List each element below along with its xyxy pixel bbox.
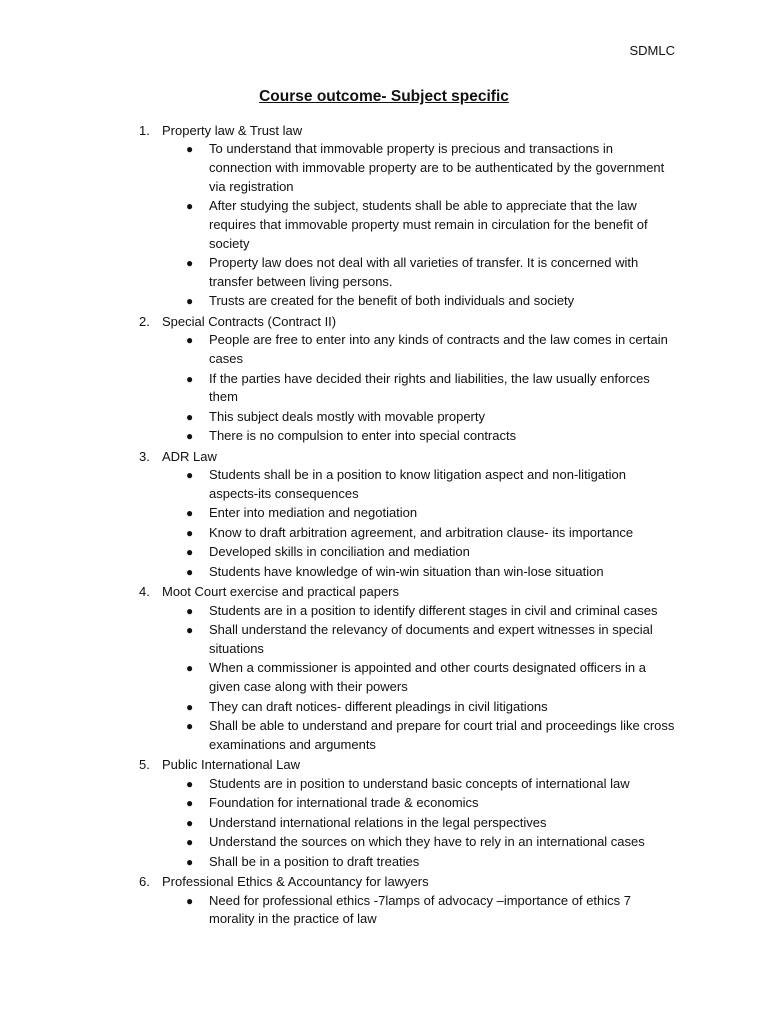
bullet-item xyxy=(186,524,677,544)
bullet-icon: ● xyxy=(186,468,194,483)
bullet-text: After studying the subject, students shall be able to appreciate that the law requires that immovable property must remain in circulation for the benefit of society xyxy=(209,198,648,251)
bullet-item xyxy=(186,659,677,697)
bullet-icon: ● xyxy=(186,294,194,309)
bullet-icon: ● xyxy=(186,545,194,560)
bullet-text: Developed skills in conciliation and mediation xyxy=(209,544,470,560)
section-title: Moot Court exercise and practical papers xyxy=(162,584,400,600)
bullet-icon: ● xyxy=(186,815,194,830)
section-heading xyxy=(0,447,768,466)
section-heading xyxy=(0,755,768,774)
bullet-icon: ● xyxy=(186,796,194,811)
bullet-text: Need for professional ethics -7lamps of advocacy –importance of ethics 7 morality in the practice of law xyxy=(209,892,631,927)
section-heading xyxy=(0,872,768,891)
section-number: 1. xyxy=(139,123,150,138)
bullet-text: Shall understand the relevancy of documents and expert witnesses in special situations xyxy=(209,622,653,656)
bullet-text: Trusts are created for the benefit of both individuals and society xyxy=(209,293,575,309)
bullet-item xyxy=(186,197,677,254)
bullet-text: There is no compulsion to enter into special contracts xyxy=(209,428,517,444)
section-item xyxy=(0,312,768,447)
bullet-icon: ● xyxy=(186,409,194,424)
bullet-item xyxy=(186,427,677,447)
bullet-item xyxy=(186,621,677,659)
bullet-text: Understand international relations in the legal perspectives xyxy=(209,814,547,830)
bullet-item xyxy=(186,292,677,312)
bullet-item xyxy=(186,717,677,755)
section-title: ADR Law xyxy=(162,448,217,464)
bullet-icon: ● xyxy=(186,564,194,579)
bullet-text: Students shall be in a position to know litigation aspect and non-litigation aspects-its consequences xyxy=(209,467,626,501)
bullet-item xyxy=(186,504,677,524)
bullet-text: If the parties have decided their rights and liabilities, the law usually enforces them xyxy=(209,370,650,405)
bullet-icon: ● xyxy=(186,699,194,714)
bullet-icon: ● xyxy=(186,893,194,908)
bullet-item xyxy=(186,892,677,930)
section-number: 6. xyxy=(139,874,150,890)
bullet-text: This subject deals mostly with movable property xyxy=(209,408,486,424)
bullet-text: To understand that immovable property is precious and transactions in connection with immovable property are to be authenticated by the government via registration xyxy=(209,141,665,194)
bullet-item xyxy=(186,794,677,814)
bullet-icon: ● xyxy=(186,623,194,638)
page-title xyxy=(0,88,768,106)
bullet-icon: ● xyxy=(186,525,194,540)
page-title-text: Course outcome- Subject specific xyxy=(259,88,509,105)
section-title: Special Contracts (Contract II) xyxy=(162,313,337,329)
bullet-text: Shall be able to understand and prepare for court trial and proceedings like cross examinations and arguments xyxy=(209,718,675,752)
bullet-item xyxy=(186,563,677,583)
bullet-list xyxy=(0,602,768,756)
bullet-text: Students are in a position to identify different stages in civil and criminal cases xyxy=(209,602,658,618)
bullet-icon: ● xyxy=(186,506,194,521)
section-heading xyxy=(0,312,768,331)
bullet-text: Understand the sources on which they have to rely in an international cases xyxy=(209,834,645,850)
bullet-list xyxy=(0,331,768,446)
bullet-list xyxy=(0,892,768,930)
bullet-text: Foundation for international trade & economics xyxy=(209,795,479,811)
bullet-text: When a commissioner is appointed and other courts designated officers in a given case along with their powers xyxy=(209,660,646,695)
bullet-item xyxy=(186,331,677,369)
bullet-item xyxy=(186,140,677,197)
header-code: SDMLC xyxy=(629,43,675,58)
bullet-icon: ● xyxy=(186,835,194,850)
section-item xyxy=(0,447,768,583)
bullet-text: Enter into mediation and negotiation xyxy=(209,505,418,521)
bullet-icon: ● xyxy=(186,199,194,214)
section-item xyxy=(0,755,768,872)
section-item xyxy=(0,121,768,312)
section-number: 2. xyxy=(139,313,150,329)
bullet-item xyxy=(186,853,677,873)
bullet-item xyxy=(186,408,677,428)
bullet-text: Students have knowledge of win-win situation than win-lose situation xyxy=(209,563,604,579)
bullet-icon: ● xyxy=(186,603,194,618)
section-heading xyxy=(0,582,768,601)
bullet-item xyxy=(186,466,677,504)
bullet-text: Students are in position to understand basic concepts of international law xyxy=(209,775,630,791)
section-title: Professional Ethics & Accountancy for lawyers xyxy=(162,874,429,890)
bullet-icon: ● xyxy=(186,661,194,676)
bullet-icon: ● xyxy=(186,854,194,869)
bullet-item xyxy=(186,775,677,795)
bullet-item xyxy=(186,602,677,622)
section-number: 4. xyxy=(139,584,150,600)
section-number: 3. xyxy=(139,448,150,464)
bullet-item xyxy=(186,698,677,718)
bullet-list xyxy=(0,466,768,582)
bullet-list xyxy=(0,775,768,873)
bullet-item xyxy=(186,543,677,563)
bullet-icon: ● xyxy=(186,776,194,791)
bullet-item xyxy=(186,370,677,408)
bullet-item xyxy=(186,833,677,853)
section-number: 5. xyxy=(139,757,150,773)
bullet-icon: ● xyxy=(186,371,194,386)
bullet-icon: ● xyxy=(186,719,194,734)
section-heading xyxy=(0,121,768,140)
course-outcome-list xyxy=(0,121,768,930)
bullet-item xyxy=(186,254,677,292)
bullet-icon: ● xyxy=(186,429,194,444)
bullet-item xyxy=(186,814,677,834)
bullet-list xyxy=(0,140,768,312)
bullet-icon: ● xyxy=(186,256,194,271)
section-item xyxy=(0,872,768,930)
section-title: Property law & Trust law xyxy=(162,123,303,138)
bullet-icon: ● xyxy=(186,333,194,348)
bullet-icon: ● xyxy=(186,142,194,157)
section-item xyxy=(0,582,768,755)
section-title: Public International Law xyxy=(162,757,301,773)
bullet-text: Property law does not deal with all varieties of transfer. It is concerned with transfer between living persons. xyxy=(209,255,639,289)
bullet-text: Know to draft arbitration agreement, and arbitration clause- its importance xyxy=(209,524,634,540)
bullet-text: Shall be in a position to draft treaties xyxy=(209,853,420,869)
bullet-text: They can draft notices- different pleadings in civil litigations xyxy=(209,698,548,714)
bullet-text: People are free to enter into any kinds of contracts and the law comes in certain cases xyxy=(209,332,668,366)
